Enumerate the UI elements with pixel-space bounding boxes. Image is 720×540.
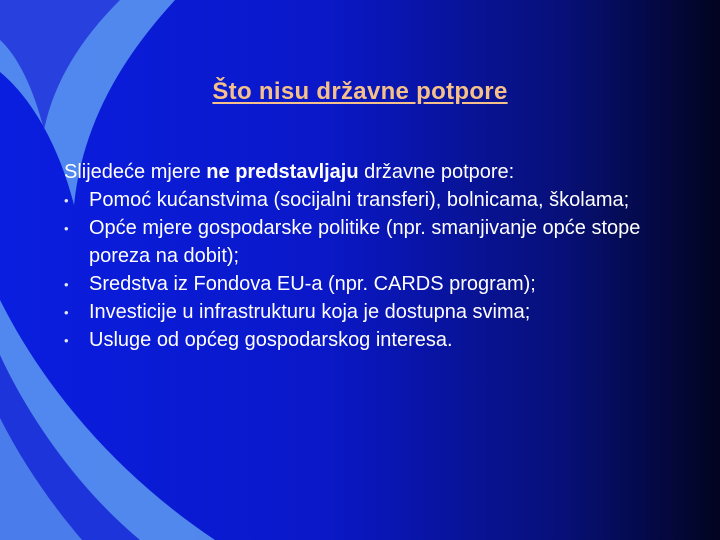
bullet-text: Opće mjere gospodarske politike (npr. smanjivanje opće stope poreza na dobit); — [89, 217, 641, 267]
slide-title: Što nisu državne potpore — [212, 78, 508, 105]
bullet-item — [64, 214, 664, 270]
intro-bold: ne predstavljaju — [206, 161, 359, 183]
bullet-text: Pomoć kućanstvima (socijalni transferi), bolnicama, školama; — [89, 189, 630, 211]
bullet-item — [64, 326, 664, 354]
bullet-dot-icon: • — [64, 193, 69, 208]
intro-suffix: državne potpore: — [358, 161, 515, 183]
slide-body — [64, 158, 664, 354]
intro-prefix: Slijedeće mjere — [64, 161, 207, 183]
bullet-list — [64, 186, 664, 354]
intro-sentence — [64, 158, 664, 186]
bullet-text: Investicije u infrastrukturu koja je dostupna svima; — [89, 301, 531, 323]
bullet-item — [64, 186, 664, 214]
bullet-dot-icon: • — [64, 277, 69, 292]
bullet-dot-icon: • — [64, 333, 69, 348]
bullet-item — [64, 298, 664, 326]
bullet-text: Sredstva iz Fondova EU-a (npr. CARDS program); — [89, 273, 536, 295]
bullet-dot-icon: • — [64, 305, 69, 320]
bullet-item — [64, 270, 664, 298]
bullet-dot-icon: • — [64, 221, 69, 236]
bullet-text: Usluge od općeg gospodarskog interesa. — [89, 329, 453, 351]
